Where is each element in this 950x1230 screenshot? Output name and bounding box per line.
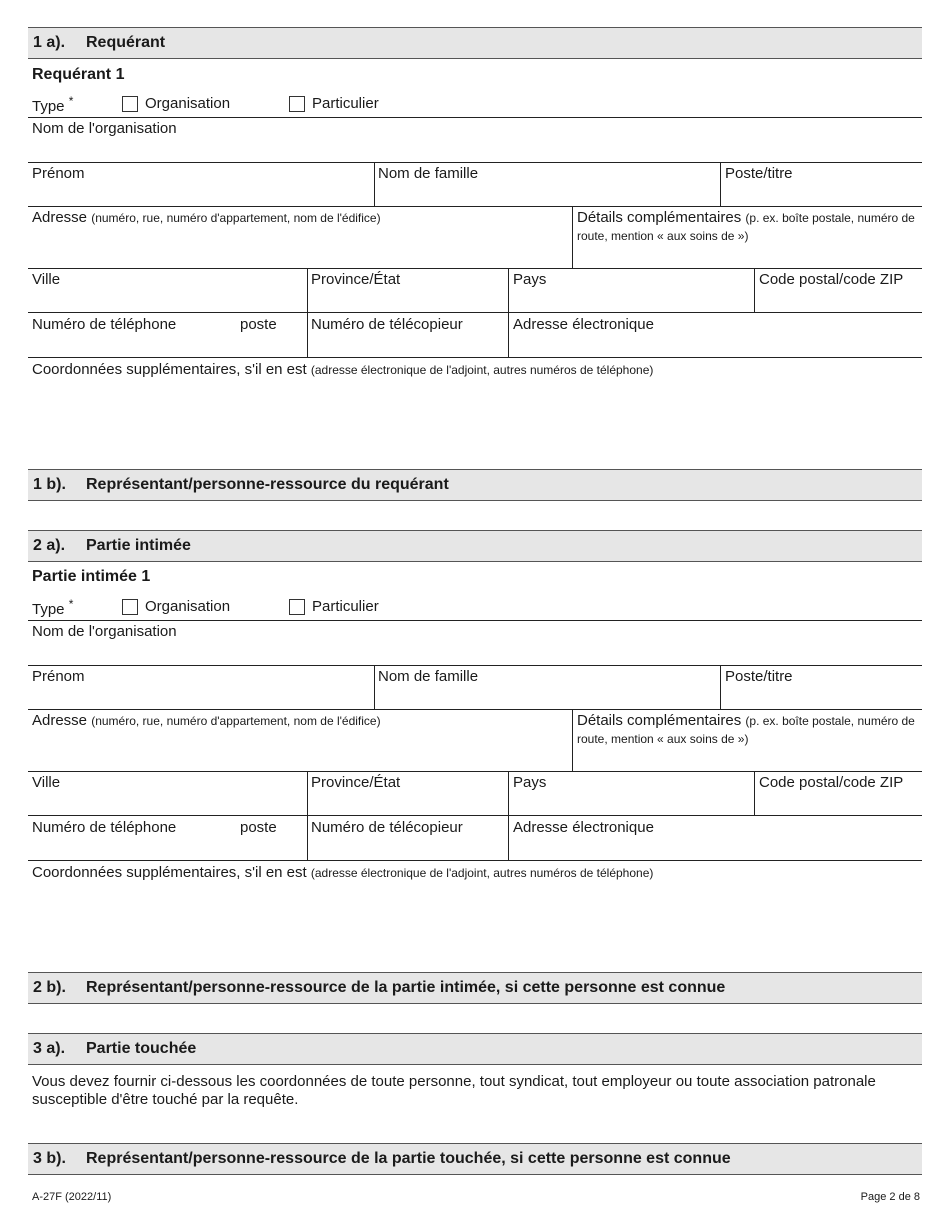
province-field[interactable]: Province/État xyxy=(311,774,401,791)
section-number: 3 a). xyxy=(33,1040,66,1057)
type-label: Type * xyxy=(32,94,74,115)
particulier-checkbox[interactable] xyxy=(289,96,305,112)
postal-code-field[interactable]: Code postal/code ZIP xyxy=(759,271,904,288)
section-number: 1 a). xyxy=(33,34,66,51)
email-field[interactable]: Adresse électronique xyxy=(513,316,654,333)
province-field[interactable]: Province/État xyxy=(311,271,401,288)
org-name-field[interactable]: Nom de l'organisation xyxy=(32,623,177,640)
particulier-label: Particulier xyxy=(312,598,379,615)
additional-contact-field[interactable]: Coordonnées supplémentaires, s'il en est (adresse électronique de l'adjoint, autres numéros de téléphone) xyxy=(32,361,654,378)
last-name-field[interactable]: Nom de famille xyxy=(378,668,479,685)
first-name-field[interactable]: Prénom xyxy=(32,668,85,685)
extension-field[interactable]: poste xyxy=(240,819,277,836)
country-field[interactable]: Pays xyxy=(513,271,547,288)
country-field[interactable]: Pays xyxy=(513,774,547,791)
section-title: Partie touchée xyxy=(86,1040,197,1057)
extension-field[interactable]: poste xyxy=(240,316,277,333)
city-field[interactable]: Ville xyxy=(32,774,61,791)
fax-field[interactable]: Numéro de télécopieur xyxy=(311,819,463,836)
first-name-field[interactable]: Prénom xyxy=(32,165,85,182)
page-number: Page 2 de 8 xyxy=(860,1191,920,1203)
form-id: A-27F (2022/11) xyxy=(32,1191,112,1203)
respondent-subtitle: Partie intimée 1 xyxy=(32,568,151,585)
organisation-checkbox[interactable] xyxy=(122,599,138,615)
position-field[interactable]: Poste/titre xyxy=(725,165,793,182)
phone-field[interactable]: Numéro de téléphone xyxy=(32,819,177,836)
city-field[interactable]: Ville xyxy=(32,271,61,288)
organisation-checkbox[interactable] xyxy=(122,96,138,112)
section-2b-header xyxy=(28,972,922,1004)
particulier-checkbox[interactable] xyxy=(289,599,305,615)
additional-contact-field[interactable]: Coordonnées supplémentaires, s'il en est (adresse électronique de l'adjoint, autres numéros de téléphone) xyxy=(32,864,654,881)
fax-field[interactable]: Numéro de télécopieur xyxy=(311,316,463,333)
particulier-label: Particulier xyxy=(312,95,379,112)
section-title: Partie intimée xyxy=(86,537,191,554)
section-number: 1 b). xyxy=(33,476,66,493)
organisation-label: Organisation xyxy=(145,95,231,112)
postal-code-field[interactable]: Code postal/code ZIP xyxy=(759,774,904,791)
section-number: 3 b). xyxy=(33,1150,66,1167)
email-field[interactable]: Adresse électronique xyxy=(513,819,654,836)
address-details-field[interactable]: Détails complémentaires (p. ex. boîte postale, numéro de route, mention « aux soins de ») xyxy=(577,712,915,746)
address-field[interactable]: Adresse (numéro, rue, numéro d'appartement, nom de l'édifice) xyxy=(32,712,381,729)
section-title: Représentant/personne-ressource de la partie intimée, si cette personne est connue xyxy=(86,979,726,996)
section-1b-header xyxy=(28,469,922,501)
org-name-field[interactable]: Nom de l'organisation xyxy=(32,120,177,137)
last-name-field[interactable]: Nom de famille xyxy=(378,165,479,182)
section-1a-header xyxy=(28,27,922,59)
section-number: 2 b). xyxy=(33,979,66,996)
section-2a-header xyxy=(28,530,922,562)
type-label: Type * xyxy=(32,597,74,618)
position-field[interactable]: Poste/titre xyxy=(725,668,793,685)
section-3b-header xyxy=(28,1143,922,1175)
address-field[interactable]: Adresse (numéro, rue, numéro d'appartement, nom de l'édifice) xyxy=(32,209,381,226)
section-title: Représentant/personne-ressource du requérant xyxy=(86,476,449,493)
applicant-subtitle: Requérant 1 xyxy=(32,66,125,83)
section-3a-header xyxy=(28,1033,922,1065)
phone-field[interactable]: Numéro de téléphone xyxy=(32,316,177,333)
section-number: 2 a). xyxy=(33,537,66,554)
section-title: Représentant/personne-ressource de la partie touchée, si cette personne est connue xyxy=(86,1150,731,1167)
address-details-field[interactable]: Détails complémentaires (p. ex. boîte postale, numéro de route, mention « aux soins de ») xyxy=(577,209,915,243)
section-title: Requérant xyxy=(86,34,166,51)
organisation-label: Organisation xyxy=(145,598,231,615)
affected-party-instructions: Vous devez fournir ci-dessous les coordonnées de toute personne, tout syndicat, tout employeur ou toute association patronale susceptible d'être touché par la requête. xyxy=(32,1073,876,1108)
